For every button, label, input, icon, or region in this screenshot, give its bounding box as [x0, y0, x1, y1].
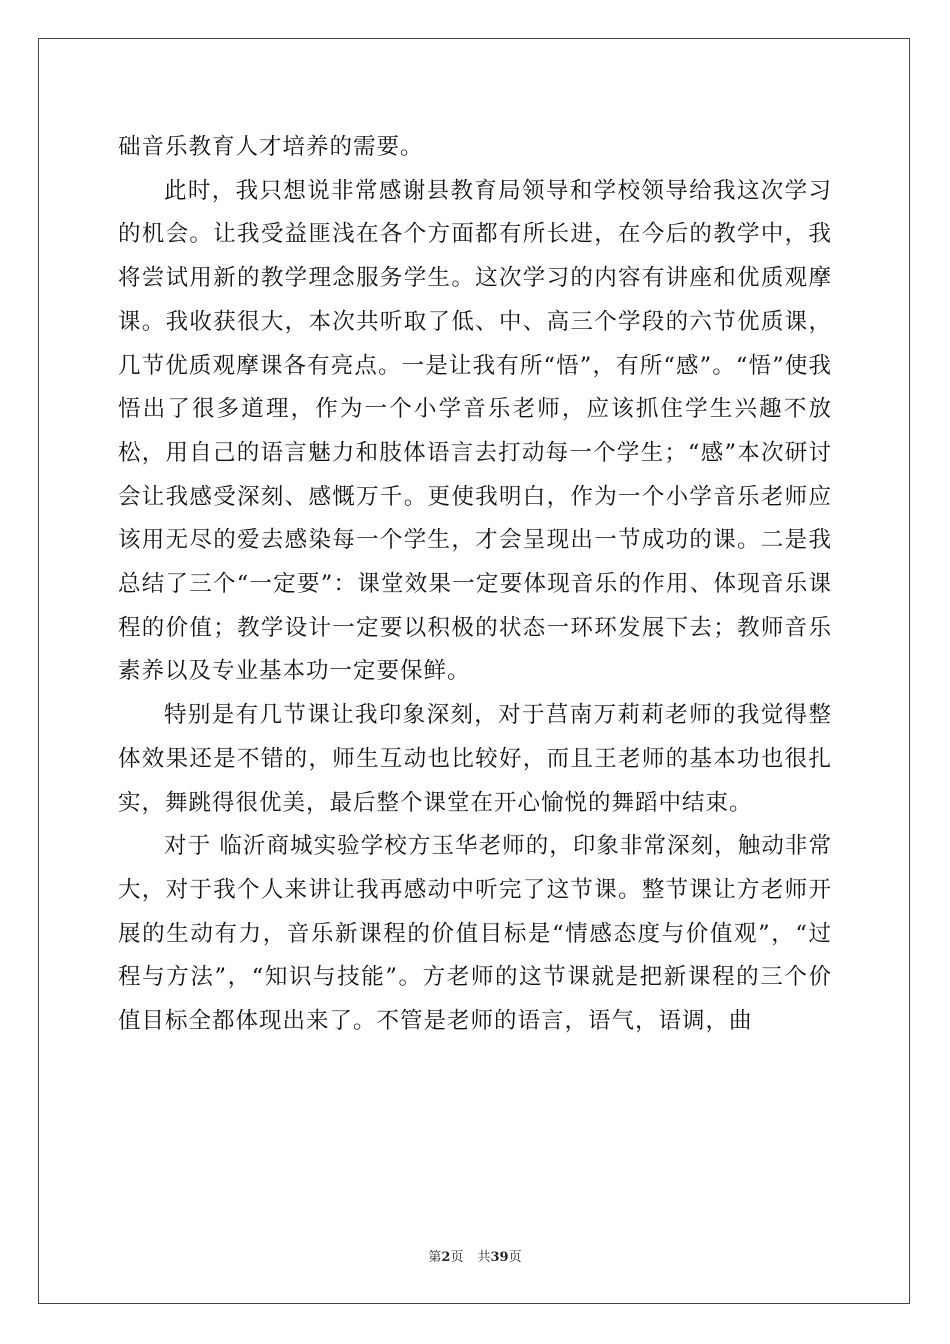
total-prefix: 共	[477, 1250, 491, 1265]
paragraph-impression-wan: 特别是有几节课让我印象深刻，对于莒南万莉莉老师的我觉得整体效果还是不错的，师生互动也比较好，而且王老师的基本功也很扎实，舞跳得很优美，最后整个课堂在开心愉悦的舞蹈中结束。	[118, 702, 832, 816]
paragraph-gratitude: 此时，我只想说非常感谢县教育局领导和学校领导给我这次学习的机会。让我受益匪浅在各个方面都有所长进，在今后的教学中，我将尝试用新的教学理念服务学生。这次学习的内容有讲座和优质观摩课。我收获很大，本次共听取了低、中、高三个学段的六节优质课，几节优质观摩课各有亮点。一是让我有所“悟”，有所“感”。“悟”使我悟出了很多道理，作为一个小学音乐老师，应该抓住学生兴趣不放松，用自己的语言魅力和肢体语言去打动每一个学生；“感”本次研讨会让我感受深刻、感慨万千。更使我明白，作为一个小学音乐老师应该用无尽的爱去感染每一个学生，才会呈现出一节成功的课。二是我总结了三个“一定要”：课堂效果一定要体现音乐的作用、体现音乐课程的价值；教学设计一定要以积极的状态一环环发展下去；教师音乐素养以及专业基本功一定要保鲜。	[118, 177, 832, 685]
total-suffix: 页	[508, 1250, 522, 1265]
total-pages: 39	[490, 1250, 509, 1265]
paragraph-impression-fang: 对于 临沂商城实验学校方玉华老师的，印象非常深刻，触动非常大，对于我个人来讲让我再感动中听完了这节课。整节课让方老师开展的生动有力，音乐新课程的价值目标是“情感态度与价值观”，“过程与方法”，“知识与技能”。方老师的这节课就是把新课程的三个价值目标全都体现出来了。不管是老师的语言，语气，语调，曲	[118, 833, 832, 1035]
paragraph-continuation: 础音乐教育人才培养的需要。	[118, 134, 424, 160]
document-body	[118, 126, 832, 1044]
page-prefix: 第	[428, 1250, 442, 1265]
page-number: 2	[441, 1250, 451, 1265]
page-suffix: 页	[450, 1250, 464, 1265]
page-footer	[0, 1246, 950, 1265]
